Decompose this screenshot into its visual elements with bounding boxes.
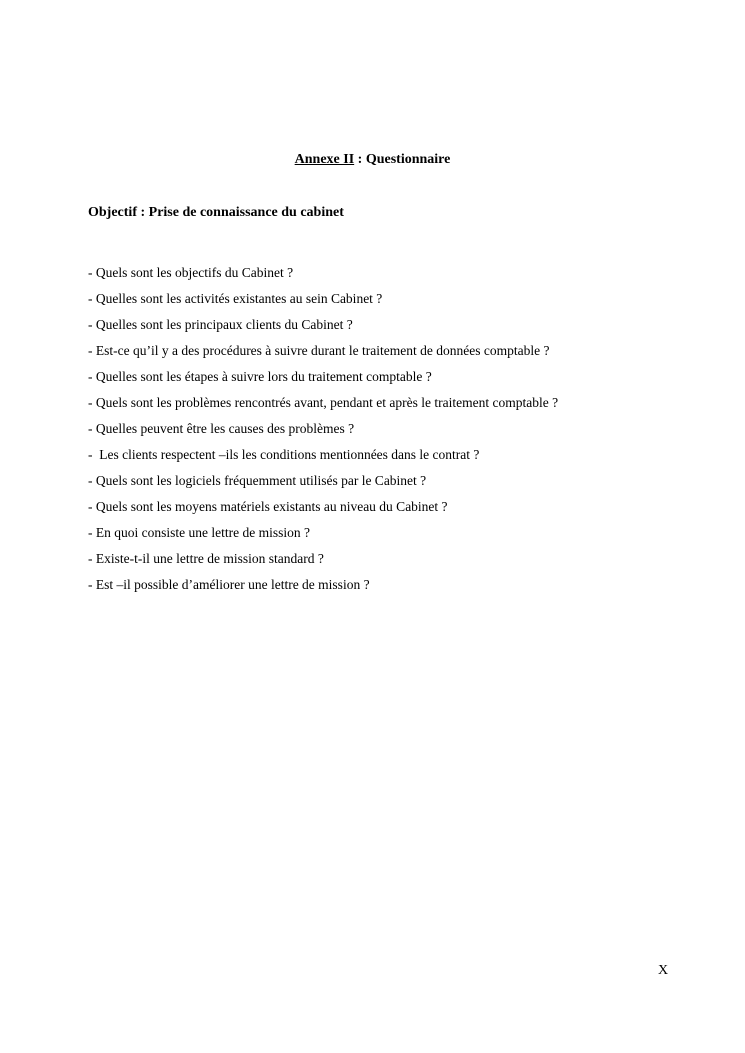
question-list	[88, 260, 558, 598]
question-item: - Quelles sont les activités existantes au sein Cabinet ?	[88, 291, 383, 306]
question-item: - Existe-t-il une lettre de mission standard ?	[88, 551, 324, 566]
question-item: - Quels sont les objectifs du Cabinet ?	[88, 265, 294, 280]
question-item: - Quels sont les problèmes rencontrés avant, pendant et après le traitement comptable ?	[88, 395, 559, 410]
page-number: X	[658, 963, 669, 978]
question-item: - Est –il possible d’améliorer une lettre de mission ?	[88, 577, 370, 592]
question-item: - Quelles sont les principaux clients du Cabinet ?	[88, 317, 353, 332]
question-item: - Quelles sont les étapes à suivre lors du traitement comptable ?	[88, 369, 432, 384]
annex-title-suffix: : Questionnaire	[354, 152, 451, 167]
question-item: - En quoi consiste une lettre de mission ?	[88, 525, 310, 540]
objective-heading: Objectif : Prise de connaissance du cabinet	[88, 205, 344, 220]
question-item: - Quels sont les logiciels fréquemment utilisés par le Cabinet ?	[88, 473, 427, 488]
question-item: - Est-ce qu’il y a des procédures à suivre durant le traitement de données comptable ?	[88, 343, 550, 358]
annex-title-label: Annexe II	[294, 152, 355, 167]
annex-title	[0, 152, 745, 168]
question-item: - Quelles peuvent être les causes des problèmes ?	[88, 421, 355, 436]
question-item: - Les clients respectent –ils les conditions mentionnées dans le contrat ?	[88, 447, 480, 462]
question-item: - Quels sont les moyens matériels existants au niveau du Cabinet ?	[88, 499, 448, 514]
